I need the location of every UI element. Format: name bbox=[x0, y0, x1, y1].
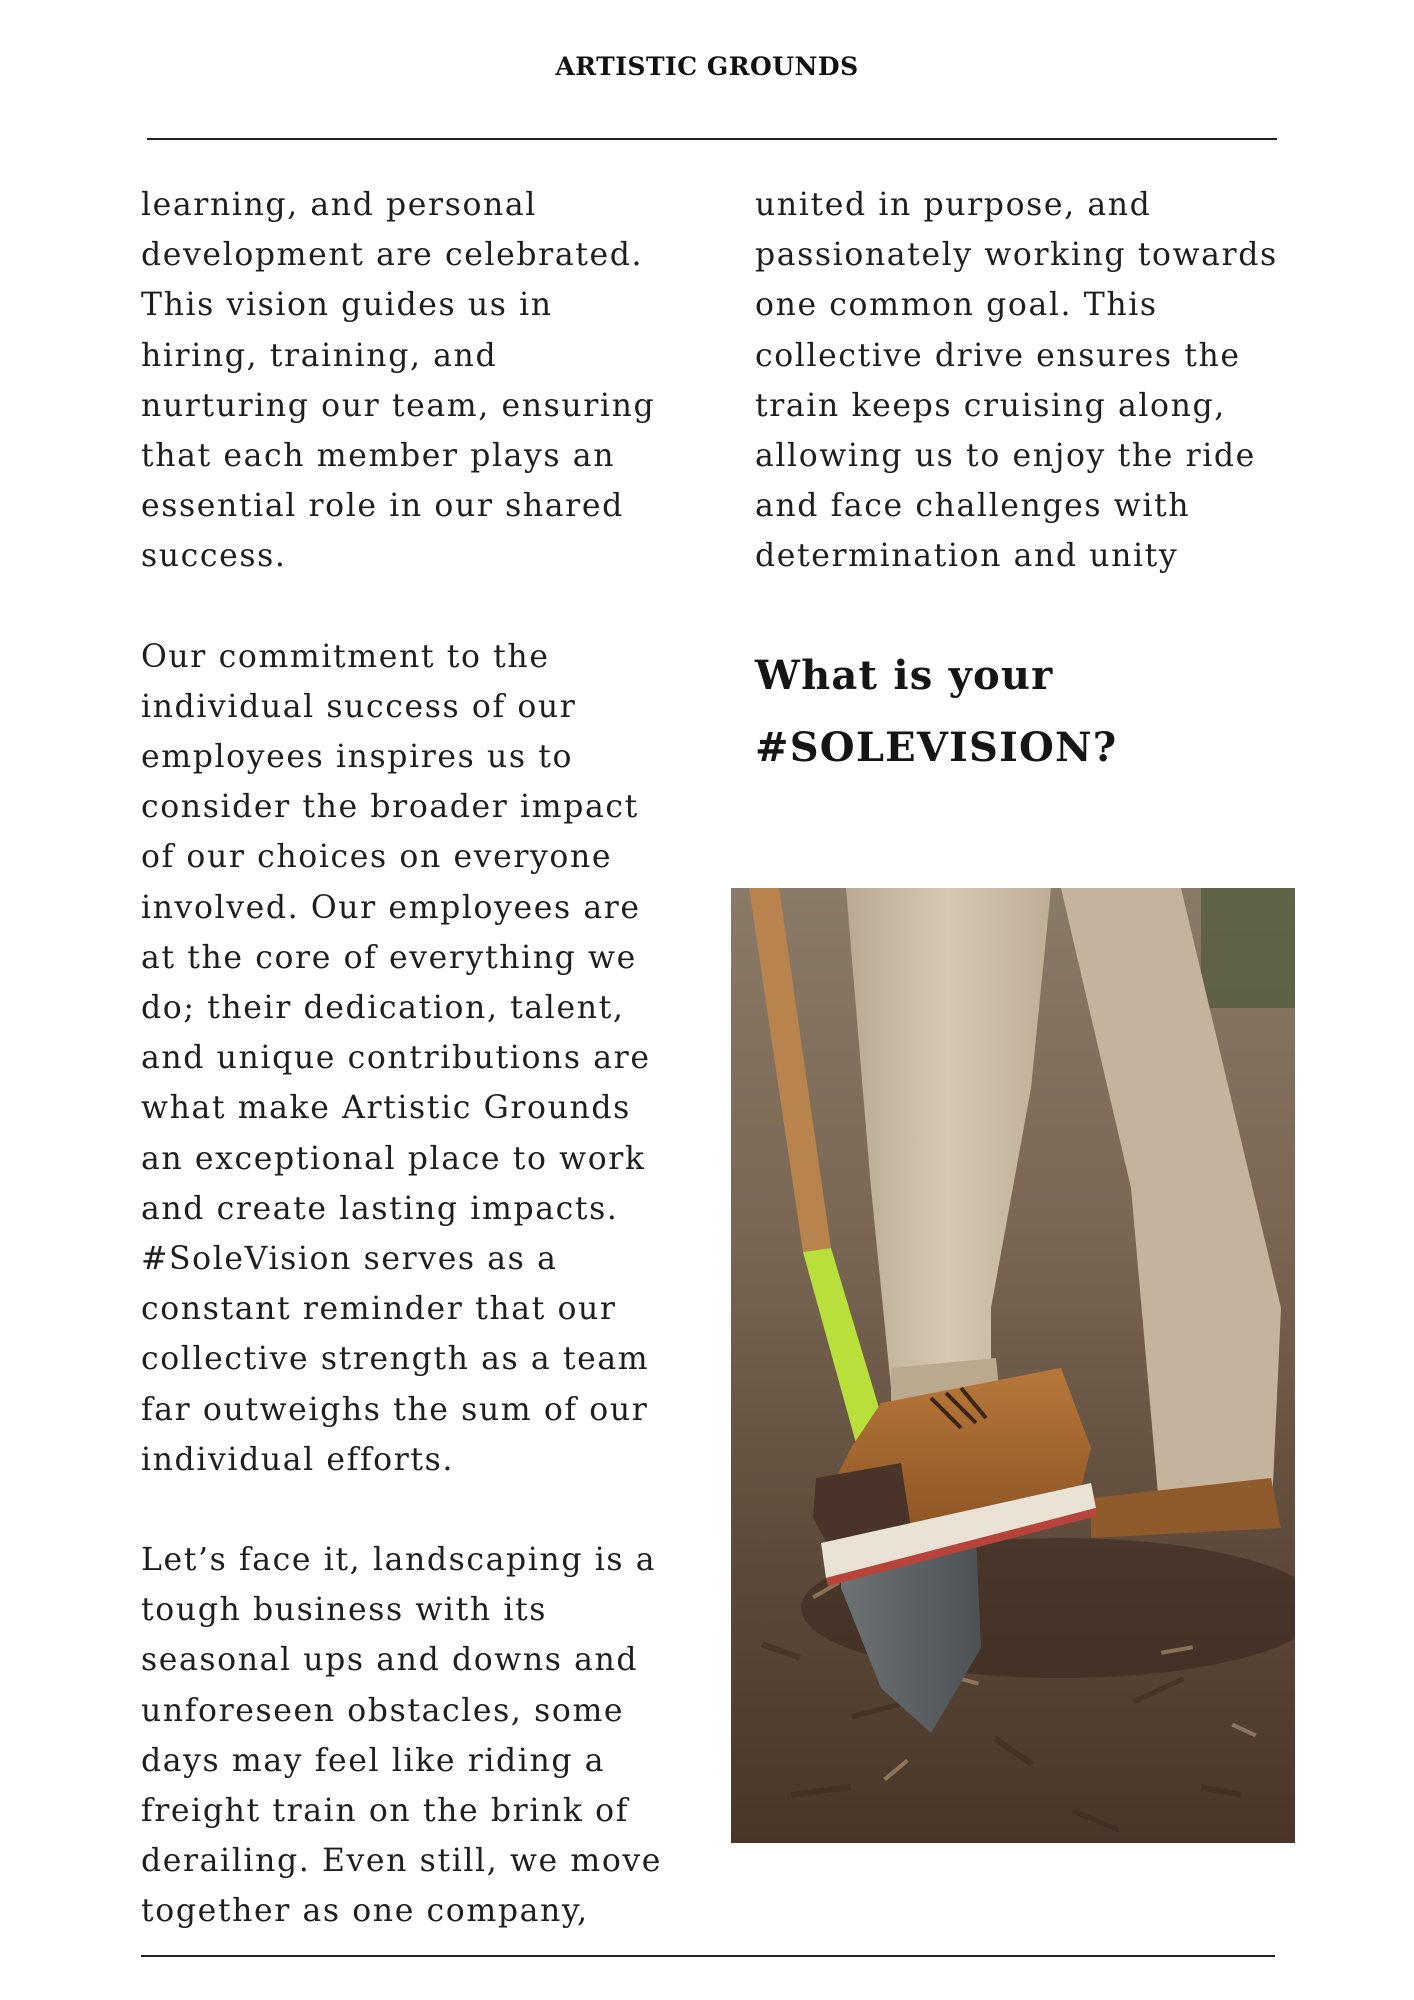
text-line: united in purpose, and bbox=[755, 187, 1152, 223]
footer-divider bbox=[141, 1955, 1275, 1957]
page-header-title: ARTISTIC GROUNDS bbox=[555, 52, 859, 81]
text-line: far outweighs the sum of our bbox=[141, 1391, 649, 1428]
text-line: freight train on the brink of bbox=[141, 1793, 629, 1829]
section-heading bbox=[755, 640, 1117, 784]
text-line: what make Artistic Grounds bbox=[141, 1090, 631, 1127]
paragraph bbox=[141, 1535, 662, 1937]
text-line: Let’s face it, landscaping is a bbox=[141, 1542, 657, 1579]
text-line: collective strength as a team bbox=[141, 1341, 650, 1378]
text-line: that each member plays an bbox=[141, 437, 616, 474]
heading-line: #SOLEVISION? bbox=[755, 724, 1118, 771]
text-line: collective drive ensures the bbox=[755, 337, 1241, 374]
text-line: employees inspires us to bbox=[141, 739, 574, 776]
text-line: days may feel like riding a bbox=[141, 1742, 606, 1779]
paragraph bbox=[141, 180, 662, 582]
text-line: individual success of our bbox=[141, 688, 577, 725]
text-line: essential role in our shared bbox=[141, 488, 624, 525]
text-line: seasonal ups and downs and bbox=[141, 1642, 639, 1679]
text-line: allowing us to enjoy the ride bbox=[755, 437, 1256, 474]
text-line: together as one company, bbox=[141, 1893, 589, 1930]
boot-on-shovel-photo bbox=[731, 888, 1295, 1843]
text-line: individual efforts. bbox=[141, 1441, 455, 1478]
text-line: constant reminder that our bbox=[141, 1291, 617, 1328]
text-line: and face challenges with bbox=[755, 488, 1191, 525]
text-line: learning, and personal bbox=[141, 187, 537, 223]
text-line: one common goal. This bbox=[755, 287, 1158, 324]
text-line: tough business with its bbox=[141, 1592, 548, 1629]
text-line: Our commitment to the bbox=[141, 638, 550, 675]
text-line: consider the broader impact bbox=[141, 789, 639, 826]
text-line: determination and unity bbox=[755, 538, 1179, 575]
text-line: and create lasting impacts. bbox=[141, 1190, 619, 1227]
text-line: at the core of everything we bbox=[141, 939, 637, 976]
text-line: and unique contributions are bbox=[141, 1040, 651, 1077]
paragraph bbox=[141, 632, 662, 1485]
text-line: derailing. Even still, we move bbox=[141, 1843, 663, 1880]
foliage-top bbox=[1201, 888, 1295, 1008]
text-line: success. bbox=[141, 538, 287, 575]
heading-line: What is your bbox=[755, 652, 1054, 699]
text-line: do; their dedication, talent, bbox=[141, 990, 625, 1026]
text-line: nurturing our team, ensuring bbox=[141, 387, 656, 424]
text-line: development are celebrated. bbox=[141, 237, 644, 274]
left-column bbox=[141, 180, 662, 1937]
paragraph bbox=[755, 180, 1278, 582]
text-line: passionately working towards bbox=[755, 237, 1278, 274]
text-line: #SoleVision serves as a bbox=[141, 1240, 558, 1277]
text-line: of our choices on everyone bbox=[141, 839, 613, 876]
text-line: unforeseen obstacles, some bbox=[141, 1692, 625, 1729]
text-line: an exceptional place to work bbox=[141, 1140, 646, 1177]
text-line: involved. Our employees are bbox=[141, 889, 641, 926]
text-line: train keeps cruising along, bbox=[755, 387, 1226, 424]
text-line: This vision guides us in bbox=[141, 287, 553, 324]
header-divider bbox=[147, 138, 1277, 140]
right-column bbox=[755, 180, 1278, 582]
text-line: hiring, training, and bbox=[141, 337, 498, 374]
